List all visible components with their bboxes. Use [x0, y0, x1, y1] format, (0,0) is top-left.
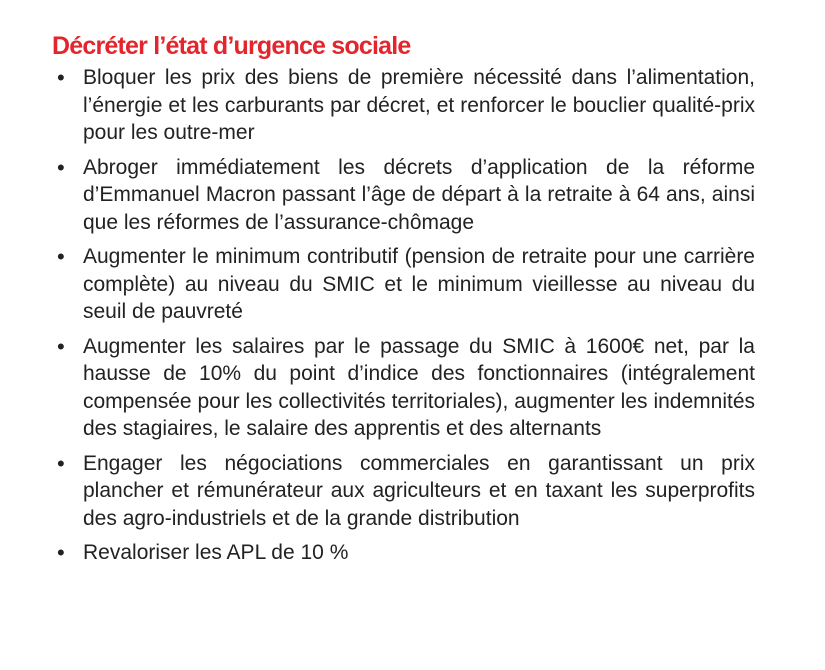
- bullet-icon: •: [57, 65, 65, 90]
- list-item-text: Revaloriser les APL de 10 %: [83, 541, 349, 564]
- bullet-icon: •: [57, 244, 65, 269]
- list-item: [52, 243, 755, 326]
- bullet-icon: •: [57, 154, 65, 180]
- measures-list: [52, 64, 755, 567]
- document-section: [52, 30, 755, 574]
- list-item: [52, 539, 755, 567]
- list-item: [52, 450, 755, 533]
- bullet-icon: •: [57, 450, 65, 476]
- bullet-icon: •: [57, 333, 65, 359]
- list-item-text: Augmenter les salaires par le passage du SMIC à 1600€ net, par la hausse de 10% du point d’indice des fonctionnaires (intégralement compensée pour les collectivités territoriales), augmenter les indemnités des stagiaires, le salaire des apprentis et des alternants: [83, 334, 755, 440]
- list-item-text: Augmenter le minimum contributif (pension de retraite pour une carrière complète) au niveau du SMIC et le minimum vieillesse au niveau du seuil de pauvreté: [83, 245, 755, 323]
- list-item: [52, 333, 755, 443]
- list-item-text: Bloquer les prix des biens de première nécessité dans l’alimentation, l’énergie et les carburants par décret, et renforcer le bouclier qualité-prix pour les outre-mer: [83, 66, 755, 144]
- list-item: [52, 64, 755, 147]
- list-item-text: Engager les négociations commerciales en garantissant un prix plancher et rémunérateur aux agriculteurs et en taxant les superprofits des agro-industriels et de la grande distribution: [83, 451, 755, 530]
- bullet-icon: •: [57, 540, 65, 565]
- list-item-text: Abroger immédiatement les décrets d’application de la réforme d’Emmanuel Macron passant l’âge de départ à la retraite à 64 ans, ainsi que les réformes de l’assurance-chômage: [83, 155, 755, 234]
- section-title: Décréter l’état d’urgence sociale: [52, 32, 411, 60]
- list-item: [52, 154, 755, 237]
